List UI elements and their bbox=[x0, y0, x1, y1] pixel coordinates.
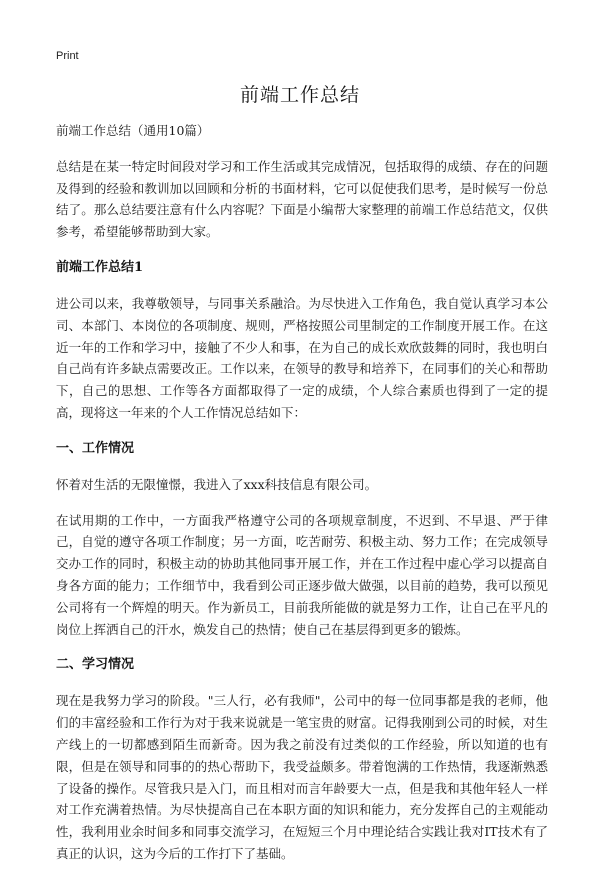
document-subtitle: 前端工作总结（通用10篇） bbox=[56, 123, 210, 138]
section-heading-1: 前端工作总结1 bbox=[56, 259, 144, 275]
print-label: Print bbox=[56, 50, 79, 62]
work-paragraph-2: 在试用期的工作中，一方面我严格遵守公司的各项规章制度，不迟到、不早退、严于律己，自觉的遵守各项工作制度；另一方面，吃苦耐劳、积极主动、努力工作；在完成领导交办工作的同时，积极主动的协助其他同事开展工作，并在工作过程中虚心学习以提高自身各方面的能力；工作细节中，我看到公司正逐步做大做强，以目前的趋势，我可以预见公司将有一个辉煌的明天。作为新员工，目前我所能做的就是努力工作，让自己在平凡的岗位上挥洒自己的汗水，焕发自己的热情；使自己在基层得到更多的锻炼。 bbox=[56, 512, 548, 637]
study-paragraph: 现在是我努力学习的阶段。"三人行，必有我师"，公司中的每一位同事都是我的老师，他们的丰富经验和工作行为对于我来说就是一笔宝贵的财富。记得我刚到公司的时候，对生产线上的一切都感到陌生而新奇。因为我之前没有过类似的工作经验，所以知道的也有限，但是在领导和同事的的热心帮助下，我受益颇多。带着饱满的工作热情，我逐渐熟悉了设备的操作。尽管我只是入门，而且相对而言年龄要大一点，但是我和其他年轻人一样对工作充满着热情。为尽快提高自己在本职方面的知识和能力，充分发挥自己的主观能动性，我利用业余时间多和同事交流学习，在短短三个月中理论结合实践让我对IT技术有了真正的认识，这为今后的工作打下了基础。 bbox=[56, 693, 548, 861]
work-paragraph-1: 怀着对生活的无限憧憬，我进入了xxx科技信息有限公司。 bbox=[56, 476, 378, 492]
section-1-paragraph: 进公司以来，我尊敬领导，与同事关系融洽。为尽快进入工作角色，我自觉认真学习本公司、本部门、本岗位的各项制度、规则，严格按照公司里制定的工作制度开展工作。在这近一年的工作和学习中，接触了不少人和事，在为自己的成长欢欣鼓舞的同时，我也明白自己尚有许多缺点需要改正。工作以来，在领导的教导和培养下，在同事们的关心和帮助下，自己的思想、工作等各方面都取得了一定的成绩，个人综合素质也得到了一定的提高，现将这一年来的个人工作情况总结如下： bbox=[56, 295, 548, 420]
page-title: 前端工作总结 bbox=[239, 84, 360, 106]
document-body bbox=[56, 120, 548, 879]
intro-paragraph: 总结是在某一特定时间段对学习和工作生活或其完成情况，包括取得的成绩、存在的问题及得到的经验和教训加以回顾和分析的书面材料，它可以促使我们思考，是时候写一份总结了。那么总结要注意有什么内容呢？下面是小编帮大家整理的前端工作总结范文，仅供参考，希望能够帮助到大家。 bbox=[56, 158, 548, 240]
heading-study-situation: 二、学习情况 bbox=[56, 657, 135, 673]
heading-work-situation: 一、工作情况 bbox=[56, 440, 135, 456]
